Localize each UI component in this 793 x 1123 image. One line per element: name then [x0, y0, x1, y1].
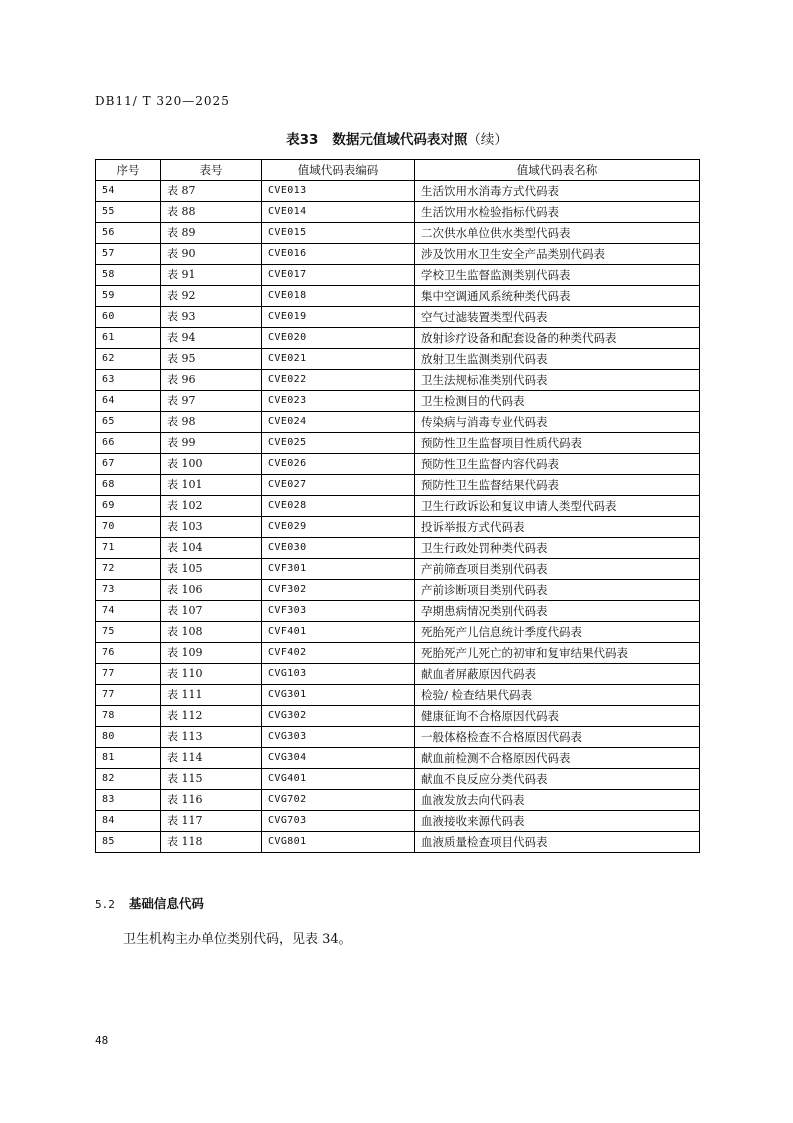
cell-name: 一般体格检查不合格原因代码表 — [415, 727, 700, 748]
table-row — [96, 769, 700, 790]
cell-seq: 73 — [96, 580, 161, 601]
cell-seq: 60 — [96, 307, 161, 328]
cell-table-no: 表 107 — [161, 601, 262, 622]
table-row — [96, 412, 700, 433]
table-body — [96, 181, 700, 853]
cell-table-no: 表 111 — [161, 685, 262, 706]
table-row — [96, 622, 700, 643]
cell-name: 预防性卫生监督内容代码表 — [415, 454, 700, 475]
cell-code: CVE020 — [262, 328, 415, 349]
cell-table-no: 表 99 — [161, 433, 262, 454]
cell-code: CVE023 — [262, 391, 415, 412]
cell-table-no: 表 104 — [161, 538, 262, 559]
cell-seq: 68 — [96, 475, 161, 496]
cell-code: CVF301 — [262, 559, 415, 580]
table-row — [96, 601, 700, 622]
table-row — [96, 811, 700, 832]
cell-code: CVE030 — [262, 538, 415, 559]
cell-table-no: 表 89 — [161, 223, 262, 244]
cell-name: 空气过滤装置类型代码表 — [415, 307, 700, 328]
cell-name: 卫生行政处罚种类代码表 — [415, 538, 700, 559]
cell-seq: 70 — [96, 517, 161, 538]
cell-seq: 64 — [96, 391, 161, 412]
cell-code: CVF303 — [262, 601, 415, 622]
table-header-row — [96, 160, 700, 181]
cell-name: 涉及饮用水卫生安全产品类别代码表 — [415, 244, 700, 265]
cell-name: 放射卫生监测类别代码表 — [415, 349, 700, 370]
table-row — [96, 538, 700, 559]
table-row — [96, 727, 700, 748]
cell-code: CVG702 — [262, 790, 415, 811]
cell-table-no: 表 96 — [161, 370, 262, 391]
cell-name: 学校卫生监督监测类别代码表 — [415, 265, 700, 286]
cell-code: CVE013 — [262, 181, 415, 202]
cell-table-no: 表 117 — [161, 811, 262, 832]
cell-code: CVE014 — [262, 202, 415, 223]
cell-table-no: 表 110 — [161, 664, 262, 685]
cell-code: CVE022 — [262, 370, 415, 391]
cell-table-no: 表 108 — [161, 622, 262, 643]
cell-seq: 67 — [96, 454, 161, 475]
section-paragraph: 卫生机构主办单位类别代码，见表 34。 — [123, 932, 352, 947]
cell-name: 放射诊疗设备和配套设备的种类代码表 — [415, 328, 700, 349]
cell-name: 生活饮用水消毒方式代码表 — [415, 181, 700, 202]
cell-table-no: 表 100 — [161, 454, 262, 475]
table-row — [96, 223, 700, 244]
cell-name: 产前诊断项目类别代码表 — [415, 580, 700, 601]
cell-code: CVE025 — [262, 433, 415, 454]
table-row — [96, 244, 700, 265]
cell-table-no: 表 88 — [161, 202, 262, 223]
cell-name: 传染病与消毒专业代码表 — [415, 412, 700, 433]
cell-table-no: 表 101 — [161, 475, 262, 496]
cell-code: CVG304 — [262, 748, 415, 769]
header-table-no: 表号 — [161, 160, 262, 181]
cell-seq: 63 — [96, 370, 161, 391]
cell-code: CVE016 — [262, 244, 415, 265]
table-row — [96, 433, 700, 454]
cell-table-no: 表 105 — [161, 559, 262, 580]
cell-seq: 61 — [96, 328, 161, 349]
cell-seq: 58 — [96, 265, 161, 286]
cell-seq: 55 — [96, 202, 161, 223]
cell-table-no: 表 98 — [161, 412, 262, 433]
cell-table-no: 表 93 — [161, 307, 262, 328]
table-number: 表33 — [286, 132, 319, 148]
cell-name: 产前筛查项目类别代码表 — [415, 559, 700, 580]
cell-name: 血液质量检查项目代码表 — [415, 832, 700, 853]
cell-code: CVE021 — [262, 349, 415, 370]
section-title: 基础信息代码 — [128, 896, 204, 911]
cell-table-no: 表 113 — [161, 727, 262, 748]
cell-table-no: 表 112 — [161, 706, 262, 727]
cell-code: CVE024 — [262, 412, 415, 433]
table-row — [96, 391, 700, 412]
table-row — [96, 286, 700, 307]
table-row — [96, 580, 700, 601]
cell-table-no: 表 118 — [161, 832, 262, 853]
cell-name: 死胎死产儿死亡的初审和复审结果代码表 — [415, 643, 700, 664]
cell-name: 预防性卫生监督项目性质代码表 — [415, 433, 700, 454]
cell-seq: 59 — [96, 286, 161, 307]
cell-table-no: 表 94 — [161, 328, 262, 349]
table-row — [96, 559, 700, 580]
cell-seq: 82 — [96, 769, 161, 790]
cell-name: 死胎死产儿信息统计季度代码表 — [415, 622, 700, 643]
cell-seq: 81 — [96, 748, 161, 769]
table-row — [96, 706, 700, 727]
cell-name: 健康征询不合格原因代码表 — [415, 706, 700, 727]
cell-table-no: 表 91 — [161, 265, 262, 286]
cell-table-no: 表 97 — [161, 391, 262, 412]
cell-code: CVF401 — [262, 622, 415, 643]
cell-seq: 80 — [96, 727, 161, 748]
cell-name: 投诉举报方式代码表 — [415, 517, 700, 538]
table-row — [96, 370, 700, 391]
cell-seq: 77 — [96, 664, 161, 685]
table-row — [96, 496, 700, 517]
table-title — [95, 128, 699, 148]
page-number: 48 — [95, 1034, 109, 1047]
cell-name: 卫生法规标准类别代码表 — [415, 370, 700, 391]
cell-name: 二次供水单位供水类型代码表 — [415, 223, 700, 244]
cell-code: CVF402 — [262, 643, 415, 664]
cell-name: 血液接收来源代码表 — [415, 811, 700, 832]
cell-seq: 78 — [96, 706, 161, 727]
table-row — [96, 307, 700, 328]
standard-code: DB11/ T 320—2025 — [95, 94, 230, 108]
cell-name: 检验/ 检查结果代码表 — [415, 685, 700, 706]
cell-table-no: 表 102 — [161, 496, 262, 517]
table-row — [96, 832, 700, 853]
cell-code: CVE019 — [262, 307, 415, 328]
cell-name: 卫生检测目的代码表 — [415, 391, 700, 412]
cell-seq: 74 — [96, 601, 161, 622]
cell-seq: 85 — [96, 832, 161, 853]
cell-name: 献血者屏蔽原因代码表 — [415, 664, 700, 685]
cell-name: 献血前检测不合格原因代码表 — [415, 748, 700, 769]
cell-code: CVE027 — [262, 475, 415, 496]
table-row — [96, 517, 700, 538]
cell-seq: 71 — [96, 538, 161, 559]
table-row — [96, 454, 700, 475]
cell-seq: 56 — [96, 223, 161, 244]
cell-name: 献血不良反应分类代码表 — [415, 769, 700, 790]
table-row — [96, 643, 700, 664]
cell-seq: 76 — [96, 643, 161, 664]
table-row — [96, 790, 700, 811]
table-continued-mark: （续） — [467, 132, 508, 148]
table-row — [96, 685, 700, 706]
table-row — [96, 664, 700, 685]
cell-code: CVE018 — [262, 286, 415, 307]
cell-table-no: 表 103 — [161, 517, 262, 538]
cell-table-no: 表 109 — [161, 643, 262, 664]
cell-code: CVE026 — [262, 454, 415, 475]
cell-seq: 77 — [96, 685, 161, 706]
cell-code: CVG103 — [262, 664, 415, 685]
cell-table-no: 表 90 — [161, 244, 262, 265]
header-seq: 序号 — [96, 160, 161, 181]
cell-seq: 75 — [96, 622, 161, 643]
table-row — [96, 475, 700, 496]
cell-code: CVG302 — [262, 706, 415, 727]
cell-table-no: 表 106 — [161, 580, 262, 601]
cell-seq: 65 — [96, 412, 161, 433]
cell-code: CVG801 — [262, 832, 415, 853]
header-code: 值域代码表编码 — [262, 160, 415, 181]
cell-table-no: 表 116 — [161, 790, 262, 811]
cell-code: CVG303 — [262, 727, 415, 748]
table-row — [96, 748, 700, 769]
code-mapping-table — [95, 159, 700, 853]
cell-seq: 66 — [96, 433, 161, 454]
cell-seq: 72 — [96, 559, 161, 580]
header-name: 值域代码表名称 — [415, 160, 700, 181]
cell-seq: 62 — [96, 349, 161, 370]
cell-name: 生活饮用水检验指标代码表 — [415, 202, 700, 223]
cell-name: 卫生行政诉讼和复议申请人类型代码表 — [415, 496, 700, 517]
cell-seq: 83 — [96, 790, 161, 811]
section-number: 5.2 — [95, 898, 115, 911]
section-heading — [95, 894, 204, 912]
cell-table-no: 表 92 — [161, 286, 262, 307]
table-row — [96, 181, 700, 202]
cell-code: CVE028 — [262, 496, 415, 517]
cell-name: 血液发放去向代码表 — [415, 790, 700, 811]
cell-code: CVG703 — [262, 811, 415, 832]
table-row — [96, 349, 700, 370]
cell-table-no: 表 87 — [161, 181, 262, 202]
cell-code: CVG401 — [262, 769, 415, 790]
cell-code: CVE029 — [262, 517, 415, 538]
cell-code: CVE017 — [262, 265, 415, 286]
table-row — [96, 265, 700, 286]
cell-table-no: 表 115 — [161, 769, 262, 790]
table-name: 数据元值域代码表对照 — [332, 132, 468, 148]
cell-name: 孕期患病情况类别代码表 — [415, 601, 700, 622]
table-row — [96, 202, 700, 223]
cell-name: 预防性卫生监督结果代码表 — [415, 475, 700, 496]
cell-table-no: 表 114 — [161, 748, 262, 769]
cell-seq: 57 — [96, 244, 161, 265]
cell-table-no: 表 95 — [161, 349, 262, 370]
cell-seq: 54 — [96, 181, 161, 202]
table-row — [96, 328, 700, 349]
cell-code: CVE015 — [262, 223, 415, 244]
cell-code: CVF302 — [262, 580, 415, 601]
cell-seq: 84 — [96, 811, 161, 832]
cell-name: 集中空调通风系统种类代码表 — [415, 286, 700, 307]
cell-code: CVG301 — [262, 685, 415, 706]
cell-seq: 69 — [96, 496, 161, 517]
